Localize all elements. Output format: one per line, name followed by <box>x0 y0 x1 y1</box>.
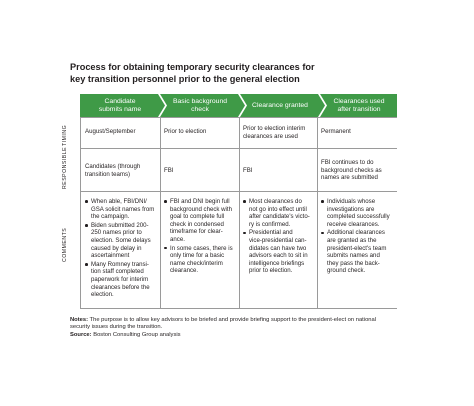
responsible-cell-2: FBI <box>164 167 174 174</box>
source-line <box>70 332 400 339</box>
comment-bullet: FBI and DNI begin full background check with goal to complete full check in condensed timeframe for clear- ance. <box>164 198 233 244</box>
comment-bullet: Individuals whose investigations are completed successfully receive clearances. <box>321 198 390 228</box>
footnotes <box>70 317 400 339</box>
column-divider-0 <box>80 117 81 309</box>
responsible-cell-1: Candidates (through transition teams) <box>85 163 141 178</box>
diagram-title <box>70 62 390 85</box>
source-label: Source: <box>70 331 92 338</box>
notes-label: Notes: <box>70 317 89 323</box>
comments-cell-3 <box>243 198 310 276</box>
timing-cell-3: Prior to election interim clearances are used <box>243 125 306 140</box>
comment-bullet: When able, FBI/DNI/ GSA solicit names from the campaign. <box>85 198 154 221</box>
source-text: Boston Consulting Group analysis <box>91 331 181 338</box>
comment-bullet: Presidential and vice-presidential can- didates can have two advisors each to sit in intelligence briefings prior to election. <box>243 229 310 275</box>
notes-text-1: The purpose is to allow key advisors to be briefed and provide briefing support to the president-elect on national <box>88 317 377 323</box>
step-2-label: Basic background check <box>172 97 228 113</box>
row-label-responsible: RESPONSIBLE <box>62 146 68 189</box>
comment-bullet: Many Romney transi- tion staff completed paperwork for interim clearances before the election. <box>85 261 154 299</box>
column-divider-1 <box>160 117 161 309</box>
timing-cell-1: August/September <box>85 128 136 135</box>
step-3-label: Clearance granted <box>252 101 308 109</box>
step-4-label: Clearances used after transition <box>333 97 385 113</box>
column-divider-3 <box>317 117 318 309</box>
step-1-label: Candidate submits name <box>98 97 142 113</box>
notes-line-1 <box>70 317 400 324</box>
row-label-timing: TIMING <box>62 124 68 146</box>
notes-text-2: security issues during the transition. <box>70 324 163 331</box>
responsible-cell-3: FBI <box>243 167 253 174</box>
comment-bullet: In some cases, there is only time for a basic name check/interim clearance. <box>164 245 233 275</box>
column-divider-2 <box>239 117 240 309</box>
timing-cell-4: Permanent <box>321 128 351 135</box>
comment-bullet: Biden submitted 200- 250 names prior to election. Some delays caused by delay in ascertainment <box>85 222 154 260</box>
timing-cell-2: Prior to election <box>164 128 207 135</box>
comment-bullet: Additional clearances are granted as the president-elect's team submits names and they pass the back- ground check. <box>321 229 390 275</box>
comments-cell-2 <box>164 198 233 276</box>
comment-bullet: Most clearances do not go into effect until after candidate's victo- ry is confirmed. <box>243 198 310 228</box>
row-label-comments: COMMENTS <box>62 227 68 262</box>
title-line-2: key transition personnel prior to the general election <box>70 73 300 84</box>
title-line-1: Process for obtaining temporary security clearances for <box>70 62 315 72</box>
comments-cell-1 <box>85 198 154 300</box>
responsible-cell-4: FBI continues to do background checks as names are submitted <box>321 159 382 182</box>
comments-cell-4 <box>321 198 390 276</box>
